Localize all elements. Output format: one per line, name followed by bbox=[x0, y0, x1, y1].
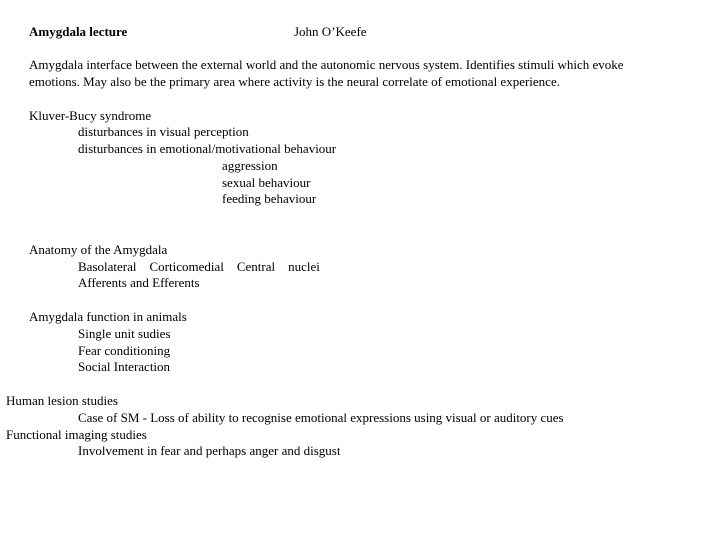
anatomy-afferents: Afferents and Efferents bbox=[78, 275, 200, 290]
intro-line-2: emotions. May also be the primary area where activity is the neural correlate of emotional experience. bbox=[29, 74, 560, 89]
imaging-heading: Functional imaging studies bbox=[6, 427, 147, 442]
lesion-item: Case of SM - Loss of ability to recognise emotional expressions using visual or auditory cues bbox=[78, 410, 564, 425]
anatomy-nuclei-row bbox=[78, 259, 320, 275]
imaging-item: Involvement in fear and perhaps anger and disgust bbox=[78, 443, 341, 458]
intro-line-1: Amygdala interface between the external world and the autonomic nervous system. Identifies stimuli which evoke bbox=[29, 57, 624, 72]
function-item: Single unit sudies bbox=[78, 326, 171, 341]
lecture-author: John O’Keefe bbox=[294, 24, 367, 39]
nucleus-central: Central bbox=[236, 259, 276, 274]
kluver-heading: Kluver-Bucy syndrome bbox=[29, 108, 152, 123]
nuclei-label: nuclei bbox=[288, 259, 320, 274]
kluver-subitem: feeding behaviour bbox=[222, 191, 317, 206]
kluver-subitem: sexual behaviour bbox=[222, 175, 311, 190]
kluver-item: disturbances in visual perception bbox=[78, 124, 249, 139]
lecture-title: Amygdala lecture bbox=[29, 24, 128, 39]
nucleus-corticomedial: Corticomedial bbox=[149, 259, 224, 274]
nucleus-basolateral: Basolateral bbox=[78, 259, 137, 274]
kluver-subitem: aggression bbox=[222, 158, 278, 173]
lesion-heading: Human lesion studies bbox=[6, 393, 118, 408]
function-item: Fear conditioning bbox=[78, 343, 171, 358]
function-heading: Amygdala function in animals bbox=[29, 309, 187, 324]
anatomy-heading: Anatomy of the Amygdala bbox=[29, 242, 168, 257]
kluver-item: disturbances in emotional/motivational behaviour bbox=[78, 141, 337, 156]
function-item: Social Interaction bbox=[78, 359, 171, 374]
